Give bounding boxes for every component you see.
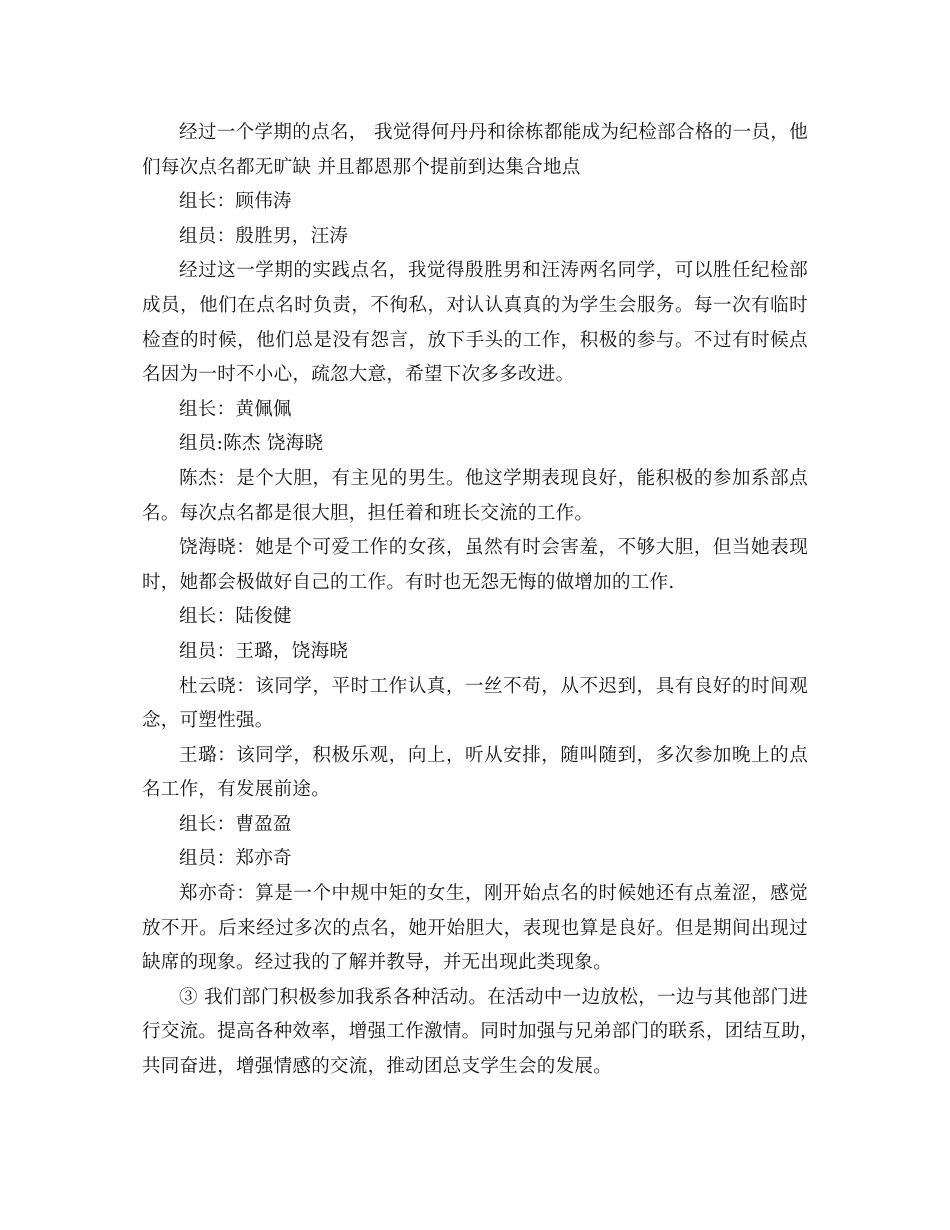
text-line: 郑亦奇：算是一个中规中矩的女生，刚开始点名的时候她还有点羞涩，感觉 [179,883,808,905]
text-line: 组长：陆俊健 [179,606,292,628]
text-line: 组长：曹盈盈 [179,813,292,835]
text-line: 组员：殷胜男，汪涛 [179,225,349,247]
text-line: 放不开。后来经过多次的点名，她开始胆大，表现也算是良好。但是期间出现过 [142,917,808,939]
text-line: 名工作，有发展前途。 [142,779,331,801]
text-line: 缺席的现象。经过我的了解并教导，并无出现此类现象。 [142,952,613,974]
text-line: 行交流。提高各种效率，增强工作激情。同时加强与兄弟部门的联系，团结互助， [142,1021,819,1043]
text-line: 名。每次点名都是很大胆，担任着和班长交流的工作。 [142,502,594,524]
text-line: 检查的时候，他们总是没有怨言，放下手头的工作，积极的参与。不过有时候点 [142,329,808,351]
text-line: 王璐：该同学，积极乐观，向上，听从安排，随叫随到，多次参加晚上的点 [179,744,808,766]
text-line: 共同奋进，增强情感的交流，推动团总支学生会的发展。 [142,1056,613,1078]
text-line: 时，她都会极做好自己的工作。有时也无怨无悔的做增加的工作. [142,571,675,593]
text-line: 经过一个学期的点名， 我觉得何丹丹和徐栋都能成为纪检部合格的一员，他 [179,122,808,143]
text-line: 饶海晓：她是个可爱工作的女孩，虽然有时会害羞，不够大胆，但当她表现 [179,537,808,559]
text-line: 组员:陈杰 饶海晓 [179,433,324,455]
text-line: 杜云晓：该同学，平时工作认真，一丝不苟，从不迟到，具有良好的时间观 [179,675,808,697]
text-line: 组员：郑亦奇 [179,848,292,870]
text-line: 们每次点名都无旷缺 并且都恩那个提前到达集合地点 [142,156,581,178]
text-line: 组长：顾伟涛 [179,191,292,213]
text-line: 经过这一学期的实践点名，我觉得殷胜男和汪涛两名同学，可以胜任纪检部 [179,260,808,282]
text-line: ③ 我们部门积极参加我系各种活动。在活动中一边放松，一边与其他部门进 [179,986,808,1008]
text-line: 念，可塑性强。 [142,710,274,732]
text-line: 陈杰：是个大胆，有主见的男生。他这学期表现良好，能积极的参加系部点 [179,467,808,489]
text-line: 组长：黄佩佩 [179,398,292,420]
text-line: 成员，他们在点名时负责，不徇私，对认认真真的为学生会服务。每一次有临时 [142,294,808,316]
text-line: 名因为一时不小心，疏忽大意，希望下次多多改进。 [142,364,575,386]
text-line: 组员：王璐，饶海晓 [179,640,349,662]
document-body [142,116,819,1085]
